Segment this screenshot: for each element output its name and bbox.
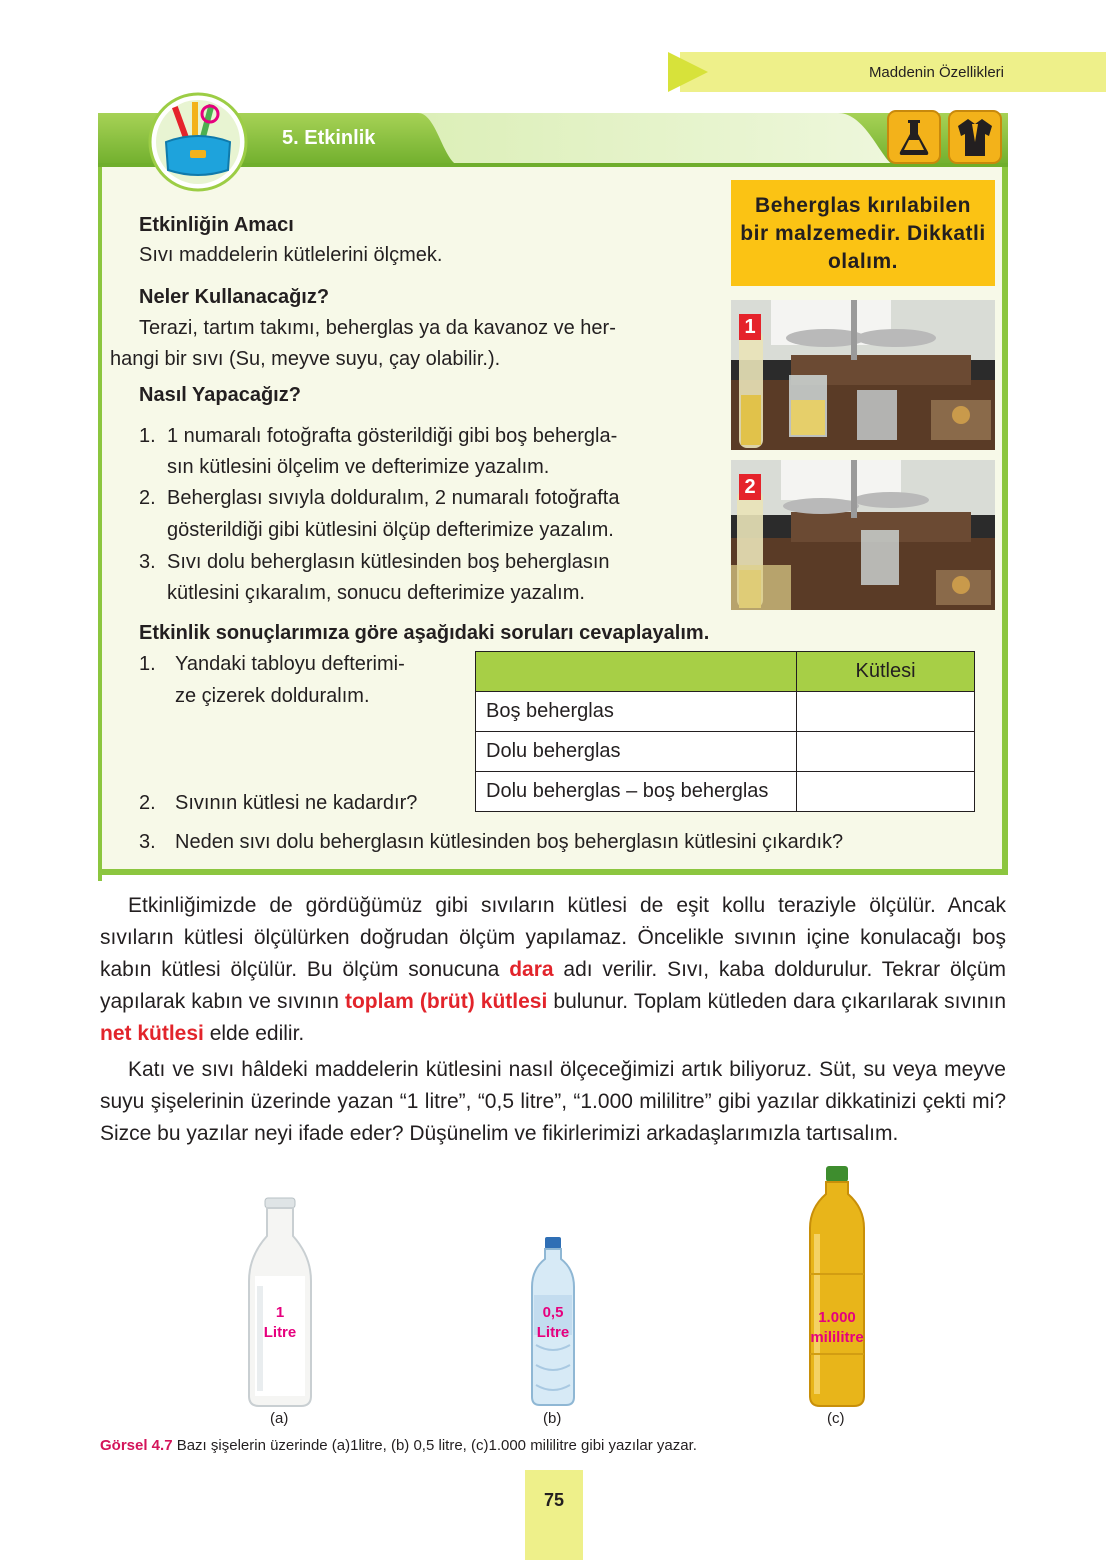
step-text: Beherglası sıvıyla dolduralım, 2 numaralı fotoğrafta <box>167 487 620 509</box>
lab-flask-icon <box>887 110 941 164</box>
question-number: 1. <box>139 653 156 675</box>
table-row <box>476 772 975 812</box>
key-term-net-mass: net kütlesi <box>100 1022 204 1045</box>
warning-line: olalım. <box>827 250 899 273</box>
table-header-cell <box>476 652 797 692</box>
safety-warning <box>731 180 995 286</box>
body-paragraph-2: Katı ve sıvı hâldeki maddelerin kütlesini nasıl ölçeceğimizi artık biliyoruz. Süt, su veya meyve suyu şişelerinin üzerinde yazan “1 litre”, “0,5 litre”, “1.000 mililitre” gibi yazılar dikkatinizi çekti mi? Sizce bu yazılar neyi ifade eder? Düşünelim ve fikirlerimizi arkadaşlarımızla tartısalım. <box>100 1058 1006 1145</box>
page-number-tab <box>525 1470 583 1560</box>
photo-empty-beaker-on-scale <box>731 300 995 450</box>
materials-text: Terazi, tartım takımı, beherglas ya da kavanoz ve her- <box>139 317 616 339</box>
step-text: Sıvı dolu beherglasın kütlesinden boş beherglasın <box>167 551 610 573</box>
table-cell <box>797 732 975 772</box>
oil-bottle-image <box>808 1164 866 1408</box>
step-number: 1. <box>139 425 156 447</box>
table-cell: Dolu beherglas <box>476 732 797 772</box>
warning-line: bir malzemedir. Dikkatli <box>740 222 986 245</box>
question-text: Sıvının kütlesi ne kadardır? <box>175 792 418 814</box>
question-number: 3. <box>139 831 156 853</box>
photo-filled-beaker-on-scale <box>731 460 995 610</box>
step-number: 2. <box>139 487 156 509</box>
step-number: 3. <box>139 551 156 573</box>
milk-bottle-image <box>245 1196 315 1408</box>
body-text: Etkinliğimizde de gördüğümüz gibi sıvıların kütlesi de eşit kollu teraziyle ölçülür. Ancak sıvıların kütlesi ölçülürken doğrudan ölçüm yapılamaz. Öncelikle sıvının içine konulacağı boş kabın kütlesi ölçülür. Bu ölçüm sonucuna <box>100 894 1006 981</box>
figure-caption-text: Bazı şişelerin üzerinde (a)1litre, (b) 0,5 litre, (c)1.000 mililitre gibi yazılar yazar. <box>172 1437 697 1454</box>
bottle-label-line: Litre <box>536 1324 570 1341</box>
question-text: Neden sıvı dolu beherglasın kütlesinden boş beherglasın kütlesini çıkardık? <box>175 831 844 853</box>
body-paragraph-1 <box>100 890 1006 1050</box>
header-arrow <box>668 52 708 92</box>
bottle-label-line: 1 <box>275 1304 285 1321</box>
aim-heading: Etkinliğin Amacı <box>139 214 294 236</box>
bottle-label-line: 1.000 <box>818 1309 856 1326</box>
pencil-case-icon <box>148 92 248 192</box>
question-text: ze çizerek dolduralım. <box>175 685 370 707</box>
table-header-row <box>476 652 975 692</box>
key-term-dara: dara <box>509 958 554 981</box>
question-text: Yandaki tabloyu defterimi- <box>175 653 405 675</box>
bottle-volume-label <box>805 1308 869 1348</box>
body-text: adı verilir. Sıvı, kaba doldurulur. Tekrar ölçüm yapılarak kabın ve sıvının <box>100 958 1006 1013</box>
bottle-volume-label <box>528 1303 578 1343</box>
table-cell: Dolu beherglas – boş beherglas <box>476 772 797 812</box>
table-cell <box>797 692 975 732</box>
step-text: sın kütlesini ölçelim ve defterimize yazalım. <box>167 456 550 478</box>
photo-number-badge: 1 <box>739 314 761 340</box>
body-text: bulunur. Toplam kütleden dara çıkarılarak sıvının <box>547 990 1007 1013</box>
aim-text: Sıvı maddelerin kütlelerini ölçmek. <box>139 244 443 266</box>
questions-heading: Etkinlik sonuçlarımıza göre aşağıdaki soruları cevaplayalım. <box>139 622 710 644</box>
bottle-caption: (a) <box>270 1410 289 1427</box>
lab-coat-icon <box>948 110 1002 164</box>
bottle-volume-label <box>245 1303 315 1343</box>
table-cell: Boş beherglas <box>476 692 797 732</box>
bottle-label-line: 0,5 <box>542 1304 564 1321</box>
step-text: gösterildiği gibi kütlesini ölçüp defterimize yazalım. <box>167 519 614 541</box>
running-title: Maddenin Özellikleri <box>868 64 1004 81</box>
bottle-label-line: Litre <box>263 1324 297 1341</box>
bottle-label-line: mililitre <box>810 1329 864 1346</box>
body-text: elde edilir. <box>203 1022 305 1045</box>
materials-heading: Neler Kullanacağız? <box>139 286 330 308</box>
activity-title: 5. Etkinlik <box>282 127 376 149</box>
table-row <box>476 692 975 732</box>
materials-text: hangi bir sıvı (Su, meyve suyu, çay olabilir.). <box>110 348 501 370</box>
warning-line: Beherglas kırılabilen <box>755 194 971 217</box>
key-term-gross-mass: toplam (brüt) kütlesi <box>344 990 548 1013</box>
table-row <box>476 732 975 772</box>
bottle-caption: (b) <box>543 1410 562 1427</box>
bottle-caption: (c) <box>827 1410 845 1427</box>
method-heading: Nasıl Yapacağız? <box>139 384 301 406</box>
activity-panel-rule <box>98 165 102 881</box>
step-text: 1 numaralı fotoğrafta gösterildiği gibi boş behergla- <box>167 425 618 447</box>
question-number: 2. <box>139 792 156 814</box>
figure-caption <box>100 1437 697 1454</box>
table-header-cell: Kütlesi <box>797 652 975 692</box>
figure-caption-label: Görsel 4.7 <box>100 1437 173 1454</box>
step-text: kütlesini çıkaralım, sonucu defterimize yazalım. <box>167 582 585 604</box>
photo-number-badge: 2 <box>739 474 761 500</box>
page-number: 75 <box>543 1490 565 1510</box>
mass-table <box>475 651 975 812</box>
table-cell <box>797 772 975 812</box>
